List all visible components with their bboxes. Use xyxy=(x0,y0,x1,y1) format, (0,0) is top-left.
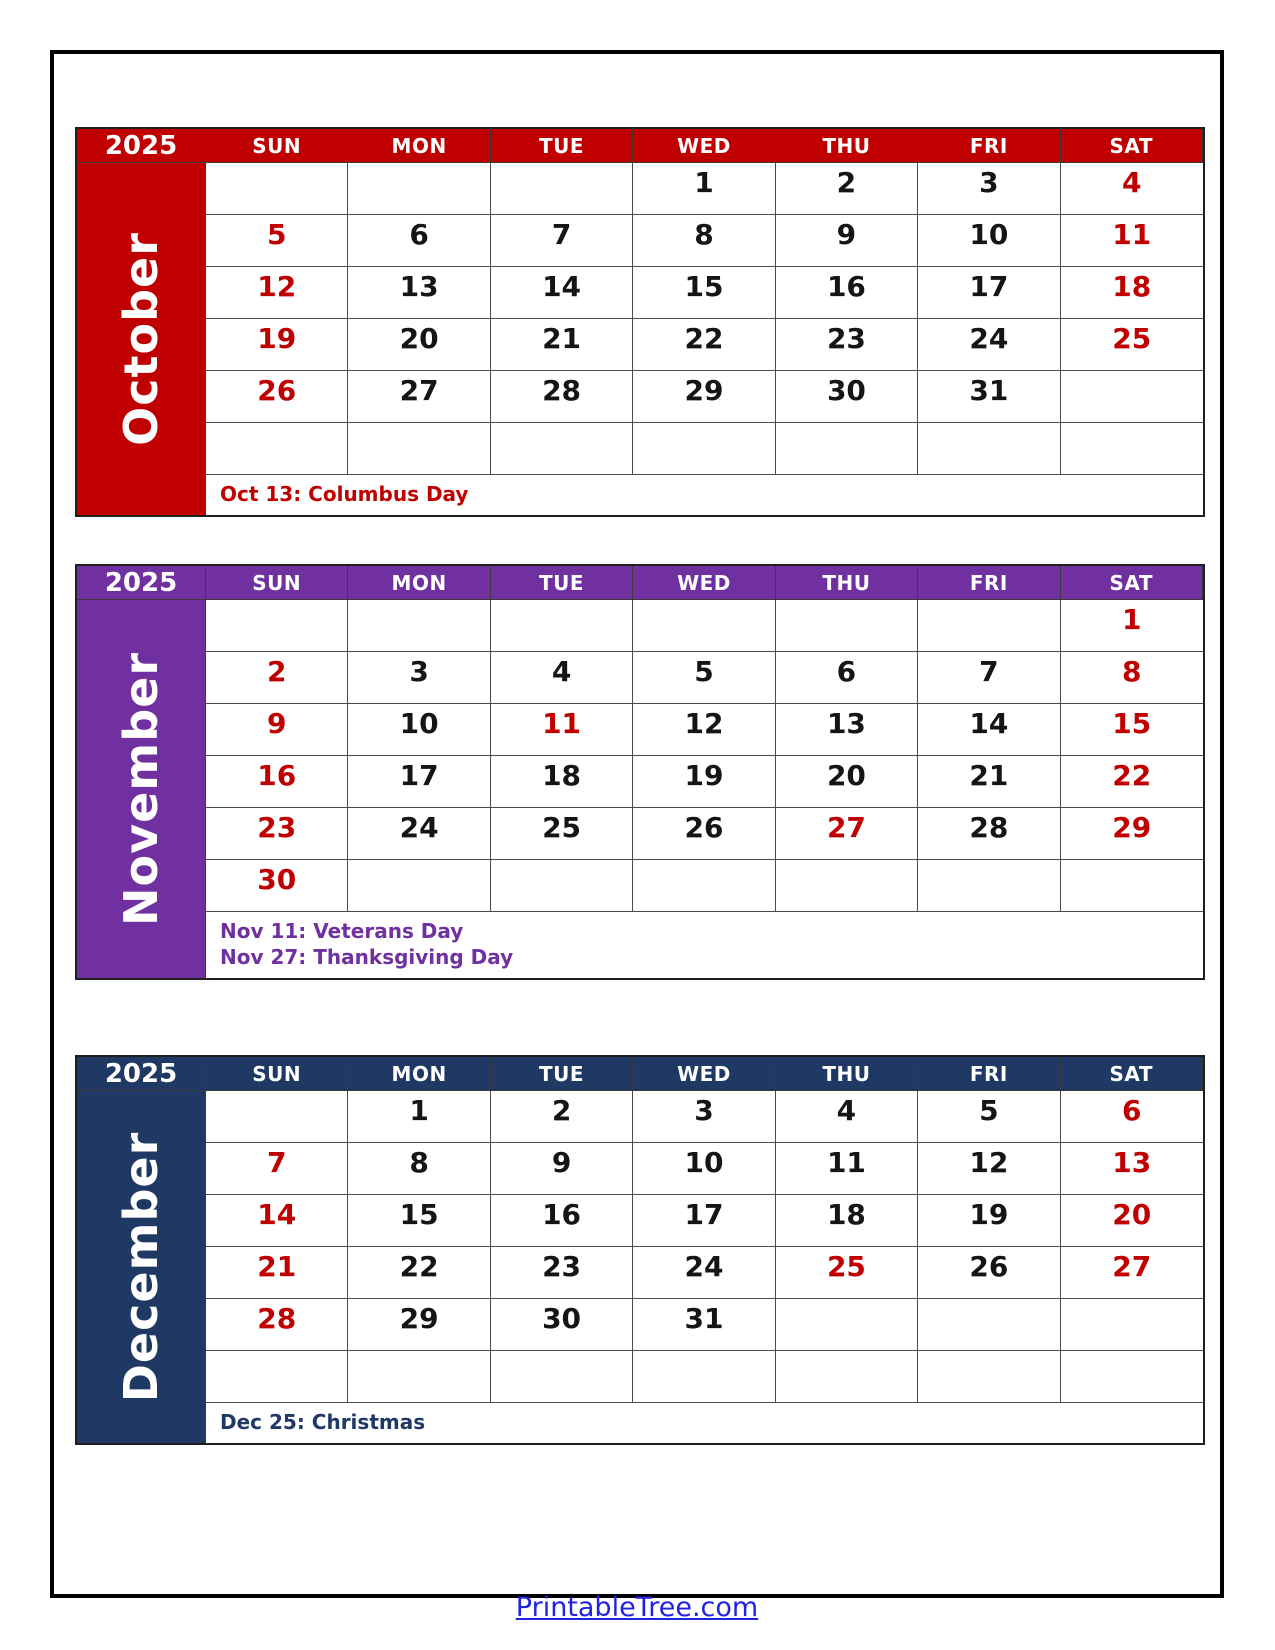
date-cell-october-22: 22 xyxy=(633,319,775,371)
date-cell-november-1: 1 xyxy=(1061,600,1203,652)
day-header-thu: THU xyxy=(776,566,918,600)
empty-date-cell xyxy=(1061,860,1203,912)
date-cell-october-19: 19 xyxy=(206,319,348,371)
date-cell-october-14: 14 xyxy=(491,267,633,319)
date-cell-october-1: 1 xyxy=(633,163,775,215)
day-header-sat: SAT xyxy=(1061,1057,1203,1091)
date-cell-december-8: 8 xyxy=(348,1143,490,1195)
day-header-mon: MON xyxy=(348,129,490,163)
date-cell-october-31: 31 xyxy=(918,371,1060,423)
date-cell-october-21: 21 xyxy=(491,319,633,371)
date-cell-december-10: 10 xyxy=(633,1143,775,1195)
date-cell-december-15: 15 xyxy=(348,1195,490,1247)
month-name-block xyxy=(77,600,206,978)
date-cell-december-16: 16 xyxy=(491,1195,633,1247)
month-name-label: November xyxy=(114,651,168,927)
month-name-block xyxy=(77,1091,206,1443)
date-cell-october-2: 2 xyxy=(776,163,918,215)
date-cell-november-30: 30 xyxy=(206,860,348,912)
date-cell-november-13: 13 xyxy=(776,704,918,756)
holiday-note-line: Nov 11: Veterans Day xyxy=(220,919,464,943)
calendar-grid-area xyxy=(75,127,1205,1445)
empty-date-cell xyxy=(491,1351,633,1403)
empty-date-cell xyxy=(348,1351,490,1403)
holiday-notes xyxy=(206,912,1203,978)
date-cell-november-17: 17 xyxy=(348,756,490,808)
empty-date-cell xyxy=(206,600,348,652)
day-header-mon: MON xyxy=(348,1057,490,1091)
date-cell-november-24: 24 xyxy=(348,808,490,860)
date-cell-december-29: 29 xyxy=(348,1299,490,1351)
date-cell-november-26: 26 xyxy=(633,808,775,860)
date-cell-december-6: 6 xyxy=(1061,1091,1203,1143)
empty-date-cell xyxy=(348,860,490,912)
date-cell-december-2: 2 xyxy=(491,1091,633,1143)
month-calendar-november xyxy=(75,564,1205,980)
month-calendar-october xyxy=(75,127,1205,517)
date-cell-december-14: 14 xyxy=(206,1195,348,1247)
date-cell-november-22: 22 xyxy=(1061,756,1203,808)
printabletree-link[interactable]: PrintableTree.com xyxy=(515,1592,759,1623)
date-cell-december-27: 27 xyxy=(1061,1247,1203,1299)
day-header-fri: FRI xyxy=(918,566,1060,600)
day-header-tue: TUE xyxy=(491,566,633,600)
date-cell-october-27: 27 xyxy=(348,371,490,423)
date-cell-october-4: 4 xyxy=(1061,163,1203,215)
date-cell-december-18: 18 xyxy=(776,1195,918,1247)
empty-date-cell xyxy=(776,1351,918,1403)
date-cell-november-11: 11 xyxy=(491,704,633,756)
date-cell-november-23: 23 xyxy=(206,808,348,860)
day-header-wed: WED xyxy=(633,566,775,600)
empty-date-cell xyxy=(633,423,775,475)
day-header-wed: WED xyxy=(633,129,775,163)
day-header-wed: WED xyxy=(633,1057,775,1091)
day-header-sat: SAT xyxy=(1061,129,1203,163)
empty-date-cell xyxy=(1061,1299,1203,1351)
day-header-fri: FRI xyxy=(918,129,1060,163)
empty-date-cell xyxy=(918,860,1060,912)
date-cell-december-25: 25 xyxy=(776,1247,918,1299)
date-cell-november-7: 7 xyxy=(918,652,1060,704)
date-cell-october-24: 24 xyxy=(918,319,1060,371)
date-cell-december-28: 28 xyxy=(206,1299,348,1351)
empty-date-cell xyxy=(918,1351,1060,1403)
empty-date-cell xyxy=(776,860,918,912)
year-label: 2025 xyxy=(77,129,206,163)
day-header-thu: THU xyxy=(776,129,918,163)
empty-date-cell xyxy=(206,1351,348,1403)
date-cell-november-2: 2 xyxy=(206,652,348,704)
empty-date-cell xyxy=(918,600,1060,652)
date-cell-november-10: 10 xyxy=(348,704,490,756)
date-cell-november-29: 29 xyxy=(1061,808,1203,860)
date-cell-november-3: 3 xyxy=(348,652,490,704)
empty-date-cell xyxy=(633,860,775,912)
date-cell-december-19: 19 xyxy=(918,1195,1060,1247)
date-cell-november-21: 21 xyxy=(918,756,1060,808)
date-cell-october-9: 9 xyxy=(776,215,918,267)
date-cell-october-13: 13 xyxy=(348,267,490,319)
empty-date-cell xyxy=(633,1351,775,1403)
date-cell-october-11: 11 xyxy=(1061,215,1203,267)
date-cell-december-13: 13 xyxy=(1061,1143,1203,1195)
holiday-note-line: Dec 25: Christmas xyxy=(220,1410,426,1434)
date-cell-december-24: 24 xyxy=(633,1247,775,1299)
date-cell-october-23: 23 xyxy=(776,319,918,371)
date-cell-december-17: 17 xyxy=(633,1195,775,1247)
day-header-sun: SUN xyxy=(206,129,348,163)
empty-date-cell xyxy=(491,600,633,652)
date-cell-december-11: 11 xyxy=(776,1143,918,1195)
day-header-sun: SUN xyxy=(206,566,348,600)
date-cell-december-9: 9 xyxy=(491,1143,633,1195)
empty-date-cell xyxy=(348,600,490,652)
date-cell-november-27: 27 xyxy=(776,808,918,860)
holiday-notes xyxy=(206,475,1203,515)
date-cell-november-14: 14 xyxy=(918,704,1060,756)
date-cell-november-9: 9 xyxy=(206,704,348,756)
empty-date-cell xyxy=(1061,423,1203,475)
date-cell-october-18: 18 xyxy=(1061,267,1203,319)
date-cell-october-10: 10 xyxy=(918,215,1060,267)
day-header-tue: TUE xyxy=(491,129,633,163)
empty-date-cell xyxy=(206,163,348,215)
date-cell-december-3: 3 xyxy=(633,1091,775,1143)
date-cell-october-17: 17 xyxy=(918,267,1060,319)
day-header-sat: SAT xyxy=(1061,566,1203,600)
date-cell-october-15: 15 xyxy=(633,267,775,319)
date-cell-december-30: 30 xyxy=(491,1299,633,1351)
date-cell-december-31: 31 xyxy=(633,1299,775,1351)
date-cell-november-16: 16 xyxy=(206,756,348,808)
date-cell-december-20: 20 xyxy=(1061,1195,1203,1247)
date-cell-november-18: 18 xyxy=(491,756,633,808)
year-label: 2025 xyxy=(77,566,206,600)
date-cell-october-28: 28 xyxy=(491,371,633,423)
footer xyxy=(54,1592,1220,1623)
date-cell-december-7: 7 xyxy=(206,1143,348,1195)
date-cell-november-8: 8 xyxy=(1061,652,1203,704)
empty-date-cell xyxy=(633,600,775,652)
date-cell-november-6: 6 xyxy=(776,652,918,704)
day-header-tue: TUE xyxy=(491,1057,633,1091)
date-cell-december-5: 5 xyxy=(918,1091,1060,1143)
date-cell-november-4: 4 xyxy=(491,652,633,704)
empty-date-cell xyxy=(491,860,633,912)
year-label: 2025 xyxy=(77,1057,206,1091)
empty-date-cell xyxy=(348,423,490,475)
date-cell-october-16: 16 xyxy=(776,267,918,319)
date-cell-december-23: 23 xyxy=(491,1247,633,1299)
date-cell-october-3: 3 xyxy=(918,163,1060,215)
date-cell-december-1: 1 xyxy=(348,1091,490,1143)
empty-date-cell xyxy=(491,423,633,475)
empty-date-cell xyxy=(1061,371,1203,423)
date-cell-november-28: 28 xyxy=(918,808,1060,860)
empty-date-cell xyxy=(776,423,918,475)
date-cell-november-12: 12 xyxy=(633,704,775,756)
holiday-note-line: Oct 13: Columbus Day xyxy=(220,482,469,506)
date-cell-october-26: 26 xyxy=(206,371,348,423)
date-cell-november-5: 5 xyxy=(633,652,775,704)
date-cell-october-30: 30 xyxy=(776,371,918,423)
empty-date-cell xyxy=(1061,1351,1203,1403)
empty-date-cell xyxy=(348,163,490,215)
page-border-frame xyxy=(50,50,1224,1623)
date-cell-october-7: 7 xyxy=(491,215,633,267)
date-cell-december-21: 21 xyxy=(206,1247,348,1299)
empty-date-cell xyxy=(206,1091,348,1143)
date-cell-october-25: 25 xyxy=(1061,319,1203,371)
date-cell-october-8: 8 xyxy=(633,215,775,267)
empty-date-cell xyxy=(918,1299,1060,1351)
date-cell-november-25: 25 xyxy=(491,808,633,860)
date-cell-october-6: 6 xyxy=(348,215,490,267)
empty-date-cell xyxy=(776,1299,918,1351)
day-header-mon: MON xyxy=(348,566,490,600)
month-name-label: December xyxy=(114,1131,168,1403)
month-name-block xyxy=(77,163,206,515)
empty-date-cell xyxy=(206,423,348,475)
date-cell-october-12: 12 xyxy=(206,267,348,319)
day-header-fri: FRI xyxy=(918,1057,1060,1091)
month-calendar-december xyxy=(75,1055,1205,1445)
day-header-sun: SUN xyxy=(206,1057,348,1091)
holiday-note-line: Nov 27: Thanksgiving Day xyxy=(220,945,514,969)
date-cell-november-19: 19 xyxy=(633,756,775,808)
date-cell-november-15: 15 xyxy=(1061,704,1203,756)
day-header-thu: THU xyxy=(776,1057,918,1091)
holiday-notes xyxy=(206,1403,1203,1443)
empty-date-cell xyxy=(918,423,1060,475)
date-cell-october-29: 29 xyxy=(633,371,775,423)
date-cell-december-22: 22 xyxy=(348,1247,490,1299)
empty-date-cell xyxy=(776,600,918,652)
month-name-label: October xyxy=(114,232,168,446)
empty-date-cell xyxy=(491,163,633,215)
date-cell-october-20: 20 xyxy=(348,319,490,371)
date-cell-october-5: 5 xyxy=(206,215,348,267)
date-cell-november-20: 20 xyxy=(776,756,918,808)
date-cell-december-26: 26 xyxy=(918,1247,1060,1299)
date-cell-december-4: 4 xyxy=(776,1091,918,1143)
date-cell-december-12: 12 xyxy=(918,1143,1060,1195)
